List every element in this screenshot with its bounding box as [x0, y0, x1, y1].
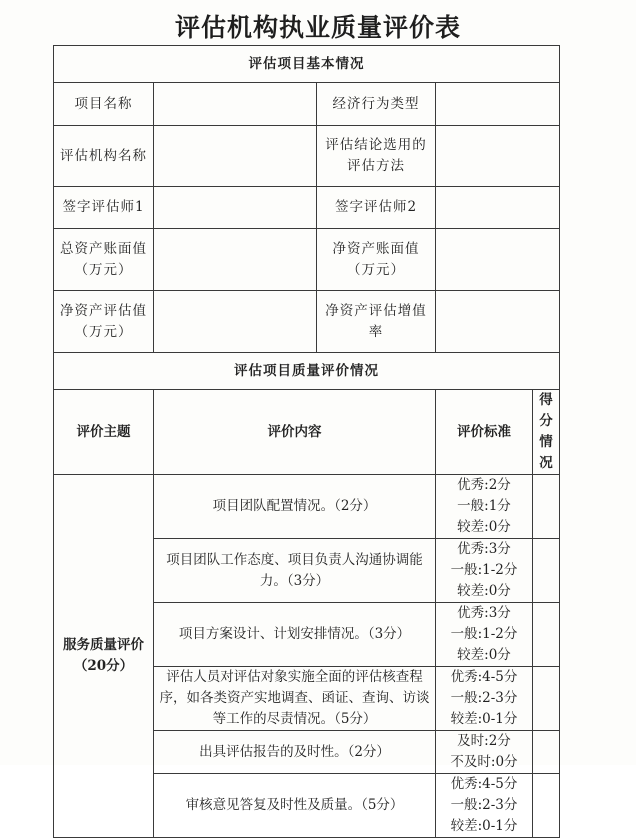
evaluation-content: 项目方案设计、计划安排情况。（3分）	[154, 603, 436, 667]
section-row-quality	[54, 353, 560, 390]
page-title: 评估机构执业质量评价表	[174, 13, 461, 42]
label-line: 净资产评估增值率	[325, 302, 427, 340]
label-line: （万元）	[74, 323, 133, 340]
evaluation-content: 评估人员对评估对象实施全面的评估核查程序，如各类资产实地调查、函证、查询、访谈等工作的尽责情况。（5分）	[154, 667, 436, 731]
label-line: 评估机构名称	[60, 147, 147, 164]
score-header-char: 况	[539, 455, 553, 471]
basic-value-right[interactable]	[436, 187, 560, 229]
basic-value-left[interactable]	[154, 291, 317, 353]
basic-value-right[interactable]	[436, 83, 560, 126]
basic-row	[54, 291, 560, 353]
standard-line: 较差:0-1分	[450, 711, 518, 727]
evaluation-content: 审核意见答复及时性及质量。（5分）	[154, 774, 436, 838]
label-line: 签字评估师1	[62, 199, 145, 215]
label-line: 项目名称	[74, 95, 133, 112]
basic-value-left[interactable]	[154, 229, 317, 291]
standard-line: 不及时:0分	[450, 754, 518, 770]
standard-line: 一般:1分	[457, 498, 511, 514]
header-content: 评价内容	[154, 390, 436, 475]
score-cell[interactable]	[533, 603, 560, 667]
standard-line: 一般:2-3分	[450, 797, 518, 813]
basic-value-left[interactable]	[154, 187, 317, 229]
label-line: 总资产账面值	[60, 240, 147, 257]
label-line: 净资产评估值	[60, 302, 147, 319]
basic-row	[54, 187, 560, 229]
basic-value-right[interactable]	[436, 291, 560, 353]
standard-line: 较差:0分	[457, 519, 511, 535]
basic-label-right	[317, 291, 436, 353]
standard-line: 较差:0分	[457, 647, 511, 663]
standard-line: 优秀:3分	[457, 541, 511, 557]
score-cell[interactable]	[533, 731, 560, 774]
basic-label-right	[317, 229, 436, 291]
standard-line: 优秀:2分	[457, 477, 511, 493]
score-header-char: 情	[539, 434, 553, 450]
evaluation-content: 项目团队工作态度、项目负责人沟通协调能力。（3分）	[154, 539, 436, 603]
label-line: （万元）	[347, 261, 405, 278]
evaluation-standard	[436, 667, 533, 731]
basic-value-right[interactable]	[436, 126, 560, 187]
evaluation-standard	[436, 475, 533, 539]
score-header-char: 分	[539, 413, 553, 429]
basic-label-left	[54, 187, 154, 229]
quality-header-row	[54, 390, 560, 475]
theme-line: （20分）	[73, 658, 134, 674]
label-line: 净资产账面值	[332, 240, 420, 257]
basic-row	[54, 83, 560, 126]
basic-value-right[interactable]	[436, 229, 560, 291]
basic-label-right	[317, 126, 436, 187]
evaluation-content: 项目团队配置情况。（2分）	[154, 475, 436, 539]
basic-row	[54, 229, 560, 291]
standard-line: 一般:1-2分	[450, 626, 518, 642]
evaluation-theme	[54, 475, 154, 838]
standard-line: 一般:1-2分	[450, 562, 518, 578]
standard-line: 一般:2-3分	[450, 690, 518, 706]
evaluation-standard	[436, 731, 533, 774]
header-score	[533, 390, 560, 475]
section-title-basic: 评估项目基本情况	[54, 46, 560, 83]
basic-row	[54, 126, 560, 187]
standard-line: 优秀:4-5分	[450, 776, 518, 792]
label-line: 评估方法	[347, 158, 405, 174]
standard-line: 及时:2分	[457, 733, 511, 749]
basic-label-left	[54, 83, 154, 126]
basic-value-left[interactable]	[154, 83, 317, 126]
score-cell[interactable]	[533, 774, 560, 838]
label-line: 签字评估师2	[334, 199, 418, 215]
evaluation-content: 出具评估报告的及时性。（2分）	[154, 731, 436, 774]
header-standard: 评价标准	[436, 390, 533, 475]
basic-label-right	[317, 83, 436, 126]
score-cell[interactable]	[533, 539, 560, 603]
basic-value-left[interactable]	[154, 126, 317, 187]
evaluation-standard	[436, 603, 533, 667]
section-row-basic	[54, 46, 560, 83]
basic-label-left	[54, 291, 154, 353]
form-body	[54, 46, 560, 838]
label-line: 评估结论选用的	[325, 137, 427, 153]
section-title-quality: 评估项目质量评价情况	[54, 353, 560, 390]
evaluation-standard	[436, 539, 533, 603]
standard-line: 较差:0-1分	[450, 818, 518, 834]
label-line: 经济行为类型	[332, 95, 420, 112]
standard-line: 优秀:3分	[457, 605, 511, 621]
score-cell[interactable]	[533, 475, 560, 539]
score-header-char: 得	[539, 392, 553, 408]
evaluation-standard	[436, 774, 533, 838]
standard-line: 较差:0分	[457, 583, 511, 599]
basic-label-right	[317, 187, 436, 229]
evaluation-form-table	[53, 45, 560, 838]
evaluation-item-row	[54, 475, 560, 539]
label-line: （万元）	[74, 261, 133, 278]
standard-line: 优秀:4-5分	[450, 669, 518, 685]
basic-label-left	[54, 126, 154, 187]
score-cell[interactable]	[533, 667, 560, 731]
header-theme: 评价主题	[54, 390, 154, 475]
theme-line: 服务质量评价	[63, 637, 144, 653]
basic-label-left	[54, 229, 154, 291]
